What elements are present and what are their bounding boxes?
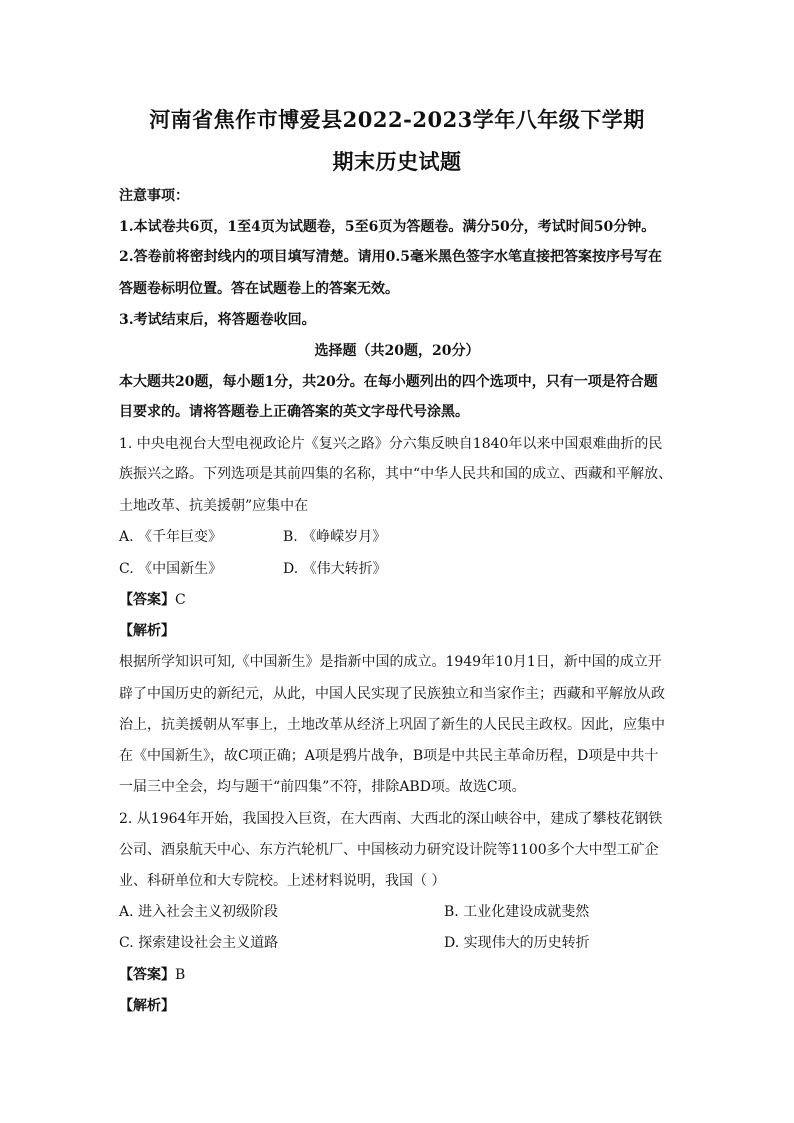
- q2-stem-a: 2. 从1964年开始，我国投入巨资，在大西南、大西北的深山峡谷中，建成了攀枝花钢铁: [119, 811, 663, 827]
- q1-analysis-c: 治上，抗美援朝从军事上，土地改革从经济上巩固了新生的人民民主政权。因此，应集中: [119, 717, 665, 733]
- q2-answer-row: [119, 965, 679, 985]
- q1-analysis-label: 【解析】: [119, 623, 175, 639]
- note-2a: 2.答卷前将密封线内的项目填写清楚。请用0.5毫米黑色签字水笔直接把答案按序号写在: [119, 249, 662, 265]
- section-intro-a: 本大题共20题，每小题1分，共20分。在每小题列出的四个选项中，只有一项是符合题: [119, 374, 658, 390]
- exam-title: 河南省焦作市博爱县2022-2023学年八年级下学期: [149, 107, 645, 132]
- q2-option-b: B. 工业化建设成就斐然: [444, 904, 590, 920]
- q2-option-a: A. 进入社会主义初级阶段: [119, 904, 279, 920]
- note-1: 1.本试卷共6页，1至4页为试题卷，5至6页为答题卷。满分50分，考试时间50分钟。: [119, 219, 656, 235]
- q1-answer-label: 【答案】: [119, 592, 175, 608]
- q1-stem-b: 族振兴之路。下列选项是其前四集的名称，其中“中华人民共和国的成立、西藏和平解放、: [119, 466, 673, 482]
- q2-option-c: C. 探索建设社会主义道路: [119, 935, 279, 951]
- q1-option-a: A. 《千年巨变》: [119, 529, 223, 545]
- q2-stem-b: 公司、酒泉航天中心、东方汽轮机厂、中国核动力研究设计院等1100多个大中型工矿企: [119, 842, 659, 858]
- section-intro-b: 目要求的。请将答题卷上正确答案的英文字母代号涂黑。: [119, 404, 469, 420]
- q1-stem-c: 土地改革、抗美援朝”应集中在: [119, 498, 309, 514]
- q1-option-c: C. 《中国新生》: [119, 561, 223, 577]
- q1-analysis-a: 根据所学知识可知,《中国新生》是指新中国的成立。1949年10月1日，新中国的成立开: [119, 654, 662, 670]
- q1-answer-row: [119, 590, 679, 610]
- q1-analysis-d: 在《中国新生》，故C项正确；A项是鸦片战争，B项是中共民主革命历程，D项是中共十: [119, 748, 659, 764]
- q2-answer-value: B: [175, 967, 186, 983]
- q1-option-d: D. 《伟大转折》: [283, 561, 387, 577]
- q2-analysis-label: 【解析】: [119, 998, 175, 1014]
- section-heading: 选择题（共20题，20分）: [314, 343, 480, 359]
- q2-option-d: D. 实现伟大的历史转折: [444, 935, 590, 951]
- q1-analysis-e: 一届三中全会，均与题干“前四集”不符，排除ABD项。故选C项。: [119, 779, 526, 795]
- note-2b: 答题卷标明位置。答在试题卷上的答案无效。: [119, 281, 399, 297]
- note-3: 3.考试结束后，将答题卷收回。: [119, 312, 316, 328]
- exam-subtitle: 期末历史试题: [332, 149, 462, 174]
- q2-answer-label: 【答案】: [119, 967, 175, 983]
- q2-stem-c: 业、科研单位和大专院校。上述材料说明，我国（ ）: [119, 873, 446, 889]
- notes-heading: 注意事项：: [119, 188, 189, 204]
- q1-answer-value: C: [175, 592, 186, 608]
- q1-option-b: B. 《峥嵘岁月》: [283, 529, 387, 545]
- q1-stem-a: 1. 中央电视台大型电视政论片《复兴之路》分六集反映自1840年以来中国艰难曲折的民: [119, 436, 663, 452]
- q1-analysis-b: 辟了中国历史的新纪元，从此，中国人民实现了民族独立和当家作主；西藏和平解放从政: [119, 686, 665, 702]
